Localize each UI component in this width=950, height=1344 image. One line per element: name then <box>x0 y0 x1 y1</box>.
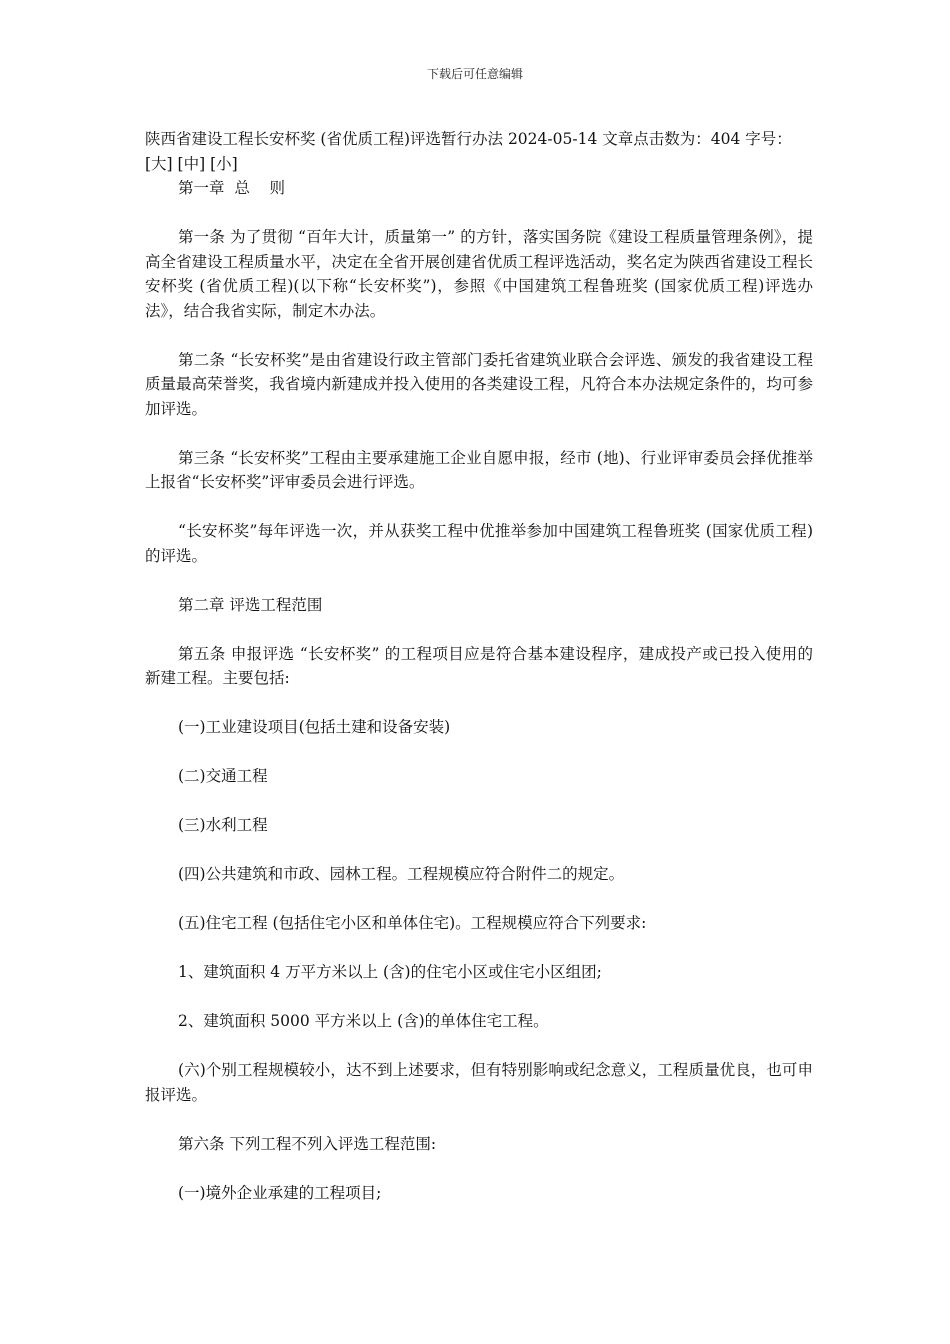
article-3-paragraph: 第三条 “长安杯奖”工程由主要承建施工企业自愿申报，经市 (地)、行业评审委员会择优推举上报省“长安杯奖”评审委员会进行评选。 <box>145 448 813 491</box>
exclusion-item-1: (一)境外企业承建的工程项目; <box>178 1183 382 1202</box>
list-item-residential: (五)住宅工程 (包括住宅小区和单体住宅)。工程规模应符合下列要求: <box>178 914 647 932</box>
font-size-links <box>145 152 813 177</box>
font-size-large-link[interactable]: [大] <box>145 154 173 173</box>
residential-req-1: 1、建筑面积 4 万平方米以上 (含)的住宅小区或住宅小区组团; <box>178 963 602 981</box>
selection-frequency-paragraph: “长安杯奖”每年评选一次，并从获奖工程中优推举参加中国建筑工程鲁班奖 (国家优质工程)的评选。 <box>145 522 813 565</box>
list-item-traffic: (二)交通工程 <box>178 767 268 785</box>
article-body <box>145 127 813 1205</box>
residential-req-2: 2、建筑面积 5000 平方米以上 (含)的单体住宅工程。 <box>178 1012 549 1030</box>
article-6-paragraph: 第六条 下列工程不列入评选工程范围: <box>178 1134 437 1153</box>
article-title-text: 陕西省建设工程长安杯奖 (省优质工程)评选暂行办法 2024-05-14 文章点击数为：404 字号： <box>145 130 792 148</box>
article-title-line <box>145 127 813 152</box>
list-item-industrial: (一)工业建设项目(包括土建和设备安装) <box>178 718 451 736</box>
list-item-special: (六)个别工程规模较小，达不到上述要求，但有特别影响或纪念意义，工程质量优良，也可申报评选。 <box>145 1061 813 1104</box>
article-5-paragraph: 第五条 申报评选 “长安杯奖” 的工程项目应是符合基本建设程序，建成投产或已投入使用的新建工程。主要包括: <box>145 644 813 687</box>
font-size-small-link[interactable]: [小] <box>210 154 238 173</box>
list-item-water: (三)水利工程 <box>178 816 268 834</box>
chapter-1-heading: 第一章 总 则 <box>178 179 286 197</box>
font-size-medium-link[interactable]: [中] <box>177 154 206 173</box>
article-2-paragraph: 第二条 “长安杯奖”是由省建设行政主管部门委托省建筑业联合会评选、颁发的我省建设工程质量最高荣誉奖，我省境内新建成并投入使用的各类建设工程，凡符合本办法规定条件的，均可参加评选。 <box>145 350 813 418</box>
page-header-note: 下载后可任意编辑 <box>426 67 523 81</box>
chapter-2-heading: 第二章 评选工程范围 <box>178 595 323 614</box>
list-item-public: (四)公共建筑和市政、园林工程。工程规模应符合附件二的规定。 <box>178 865 625 883</box>
article-1-paragraph: 第一条 为了贯彻 “百年大计，质量第一” 的方针，落实国务院《建设工程质量管理条例》，提高全省建设工程质量水平，决定在全省开展创建省优质工程评选活动，奖名定为陕西省建设工程长安杯奖 (省优质工程)(以下称“长安杯奖”)，参照《中国建筑工程鲁班奖 (国家优质工程)评选办法》，结合我省实际，制定木办法。 <box>145 228 813 320</box>
